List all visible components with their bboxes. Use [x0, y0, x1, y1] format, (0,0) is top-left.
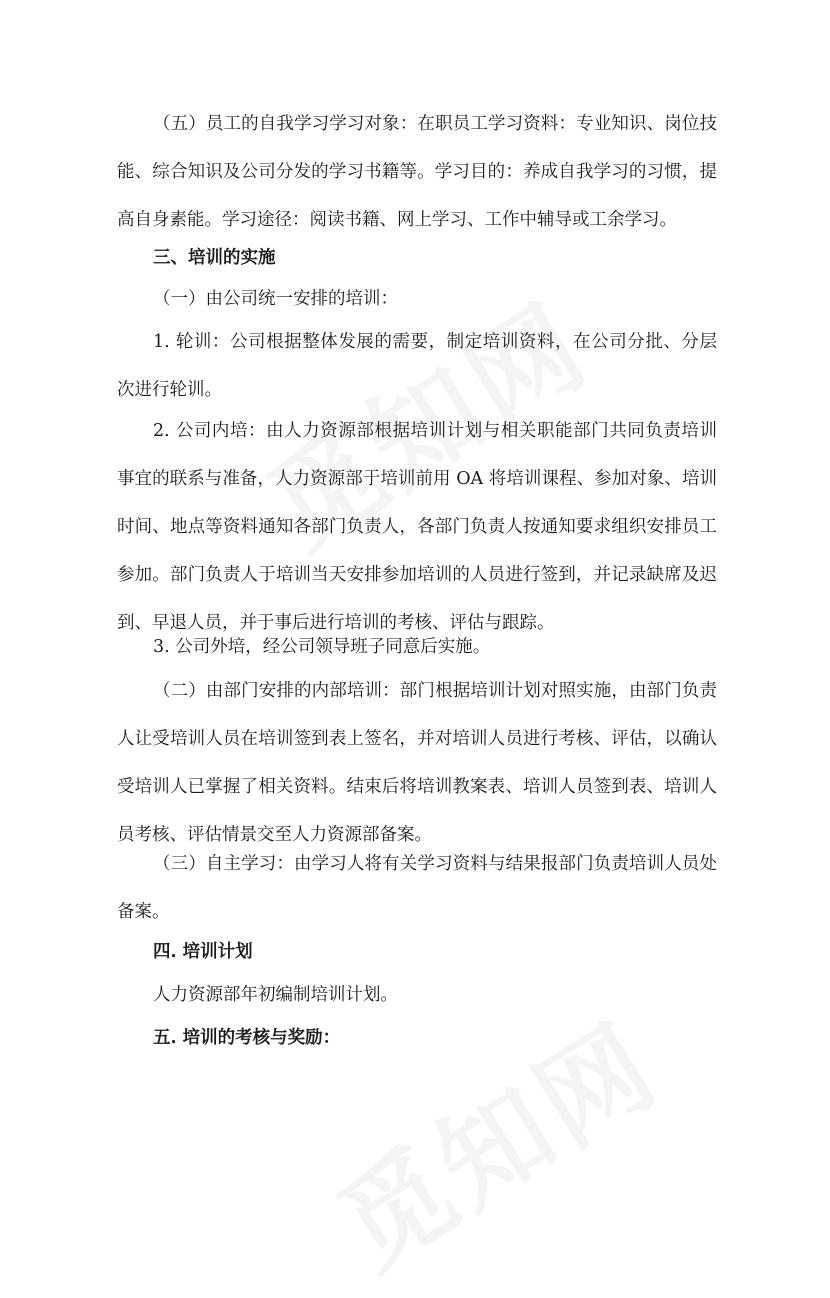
paragraph-annual-plan: 人力资源部年初编制培训计划。: [153, 985, 398, 1005]
subsection-company-training: （一）由公司统一安排的培训：: [153, 289, 398, 309]
paragraph-self-learning: （五）员工的自我学习学习对象：在职员工学习资料：专业知识、岗位技能、综合知识及公司分发的学习书籍等。学习目的：养成自我学习的习惯，提高自身素能。学习途径：阅读书籍、网上学习、工作中辅导或工余学习。: [117, 114, 717, 230]
watermark: [305, 980, 684, 1298]
paragraph-rotation-training: 1. 轮训：公司根据整体发展的需要，制定培训资料，在公司分批、分层次进行轮训。: [117, 332, 717, 400]
paragraph-self-study: （三）自主学习：由学习人将有关学习资料与结果报部门负责培训人员处备案。: [117, 854, 717, 922]
section-heading-training-plan: 四. 培训计划: [153, 942, 253, 962]
section-heading-implementation: 三、培训的实施: [153, 248, 276, 268]
section-heading-assessment-reward: 五. 培训的考核与奖励：: [153, 1028, 341, 1048]
paragraph-department-training: （二）由部门安排的内部培训：部门根据培训计划对照实施，由部门负责人让受培训人员在培训签到表上签名，并对培训人员进行考核、评估，以确认受培训人已掌握了相关资料。结束后将培训教案表、培训人员签到表、培训人员考核、评估情景交至人力资源部备案。: [117, 681, 717, 845]
paragraph-internal-training: 2. 公司内培：由人力资源部根据培训计划与相关职能部门共同负责培训事宜的联系与准备，人力资源部于培训前用 OA 将培训课程、参加对象、培训时间、地点等资料通知各部门负责人，各部门负责人按通知要求组织安排员工参加。部门负责人于培训当天安排参加培训的人员进行签到，并记录缺席及迟到、早退人员，并于事后进行培训的考核、评估与跟踪。: [117, 421, 717, 633]
paragraph-external-training: 3. 公司外培，经公司领导班子同意后实施。: [153, 637, 491, 657]
